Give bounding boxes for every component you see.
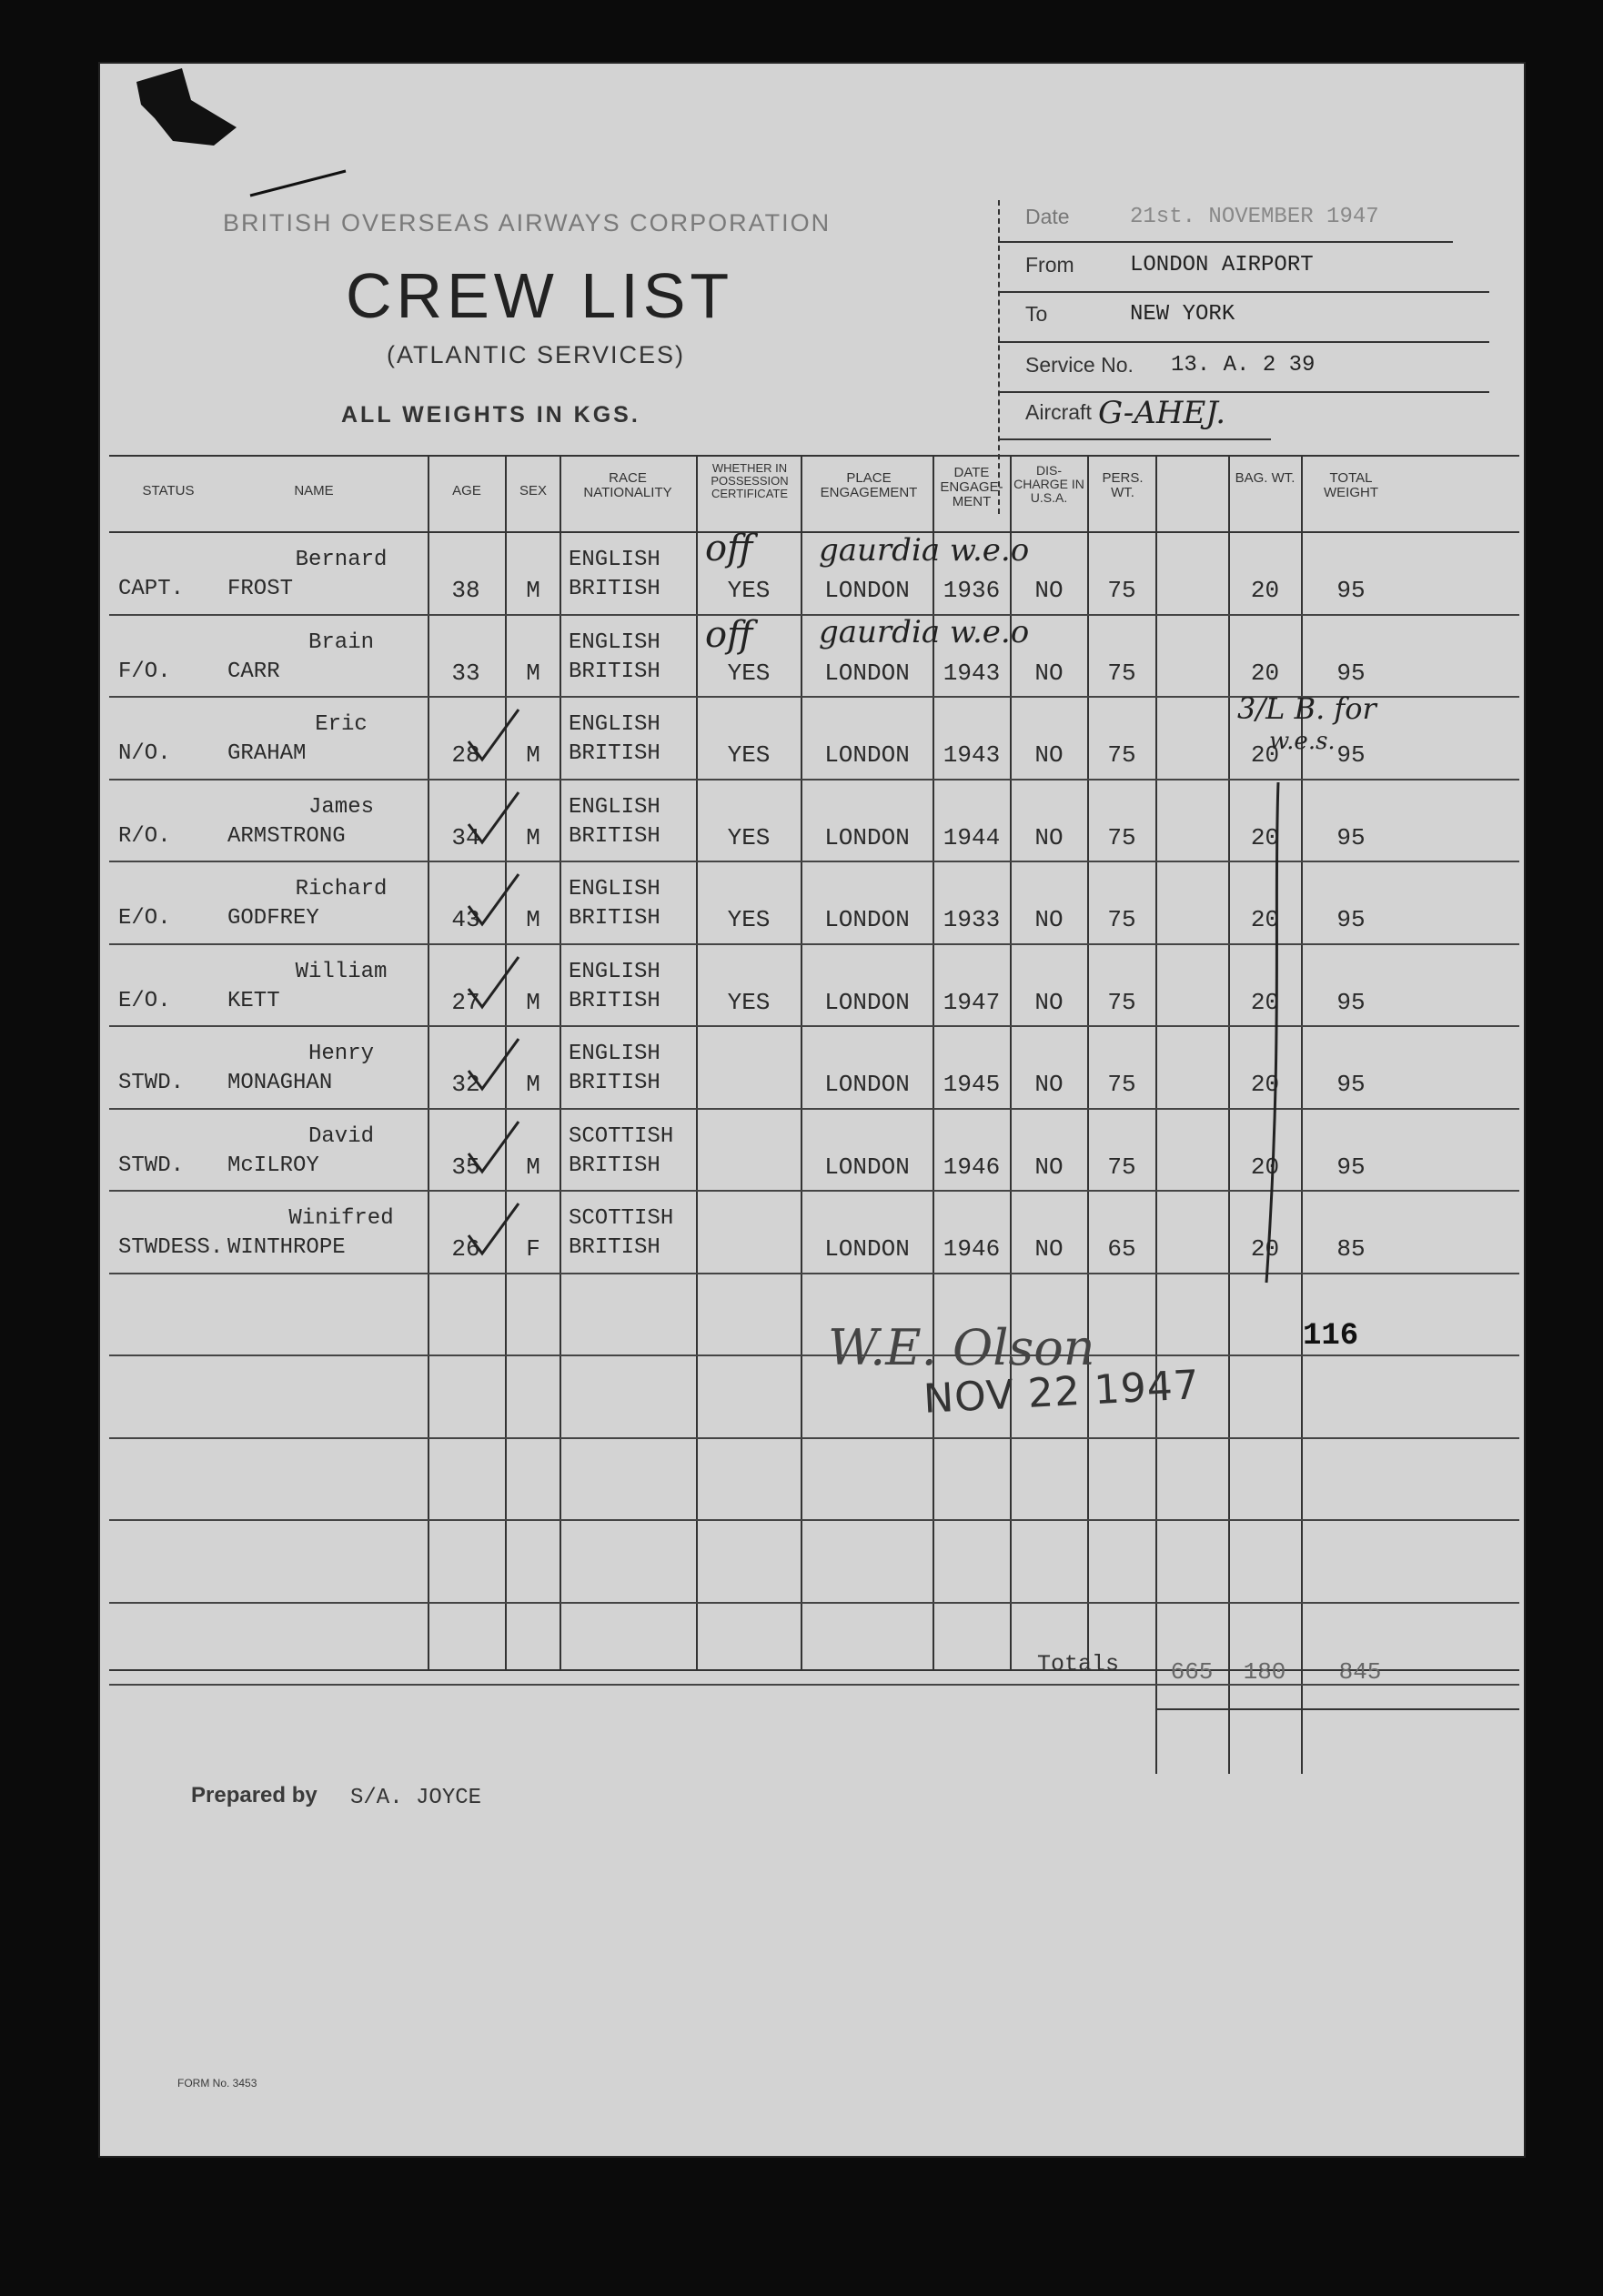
crew-bag-wt: 20 bbox=[1250, 906, 1280, 933]
check-mark-icon bbox=[464, 1199, 528, 1263]
divider bbox=[998, 291, 1489, 293]
crew-place: LONDON bbox=[824, 577, 910, 604]
crew-race: ENGLISH bbox=[569, 1042, 660, 1066]
check-mark-icon bbox=[464, 705, 528, 769]
crew-list-form bbox=[100, 64, 1524, 2156]
crew-first-name: Winifred bbox=[288, 1206, 394, 1231]
row-divider bbox=[109, 1519, 1519, 1521]
crew-total: 85 bbox=[1336, 1235, 1366, 1263]
crew-nationality: BRITISH bbox=[569, 1071, 660, 1095]
crew-total: 95 bbox=[1336, 741, 1366, 769]
crew-place: LONDON bbox=[824, 824, 910, 851]
crew-age: 28 bbox=[451, 741, 480, 769]
crew-sex: M bbox=[526, 1153, 540, 1181]
crew-pers-wt: 75 bbox=[1107, 660, 1136, 687]
pen-stroke-mark bbox=[246, 164, 355, 200]
row-divider bbox=[109, 1437, 1519, 1439]
crew-age: 38 bbox=[451, 577, 480, 604]
crew-race: ENGLISH bbox=[569, 960, 660, 984]
crew-pers-wt: 75 bbox=[1107, 989, 1136, 1016]
row-divider bbox=[109, 1354, 1519, 1356]
totals-underline bbox=[1155, 1708, 1519, 1710]
crew-nationality: BRITISH bbox=[569, 824, 660, 849]
col-place: PLACE ENGAGEMENT bbox=[820, 470, 918, 500]
col-race: RACE NATIONALITY bbox=[583, 470, 672, 500]
crew-sex: M bbox=[526, 989, 540, 1016]
crew-pers-wt: 75 bbox=[1107, 577, 1136, 604]
col-age: AGE bbox=[452, 483, 481, 498]
crew-status: E/O. bbox=[118, 989, 171, 1013]
crew-status: R/O. bbox=[118, 824, 171, 849]
crew-first-name: William bbox=[295, 960, 388, 984]
crew-first-name: Bernard bbox=[295, 548, 388, 572]
row-divider bbox=[109, 861, 1519, 862]
crew-last-name: GODFREY bbox=[227, 906, 319, 931]
crew-nationality: BRITISH bbox=[569, 1235, 660, 1260]
crew-place: LONDON bbox=[824, 1071, 910, 1098]
crew-race: SCOTTISH bbox=[569, 1124, 674, 1149]
crew-status: N/O. bbox=[118, 741, 171, 766]
prepared-by-value: S/A. JOYCE bbox=[350, 1786, 482, 1810]
crew-nationality: BRITISH bbox=[569, 989, 660, 1013]
crew-last-name: MONAGHAN bbox=[227, 1071, 333, 1095]
crew-nationality: BRITISH bbox=[569, 741, 660, 766]
crew-total: 95 bbox=[1336, 989, 1366, 1016]
crew-discharge: NO bbox=[1034, 660, 1064, 687]
crew-discharge: NO bbox=[1034, 1153, 1064, 1181]
crew-total: 95 bbox=[1336, 660, 1366, 687]
crew-pers-wt: 75 bbox=[1107, 741, 1136, 769]
col-divider bbox=[801, 455, 802, 1669]
crew-first-name: Richard bbox=[295, 877, 388, 901]
col-divider bbox=[1155, 455, 1157, 1774]
divider bbox=[998, 438, 1271, 440]
check-mark-icon bbox=[464, 952, 528, 1016]
check-mark-icon bbox=[464, 1034, 528, 1098]
handwritten-guardia-1: gaurdia w.e.o bbox=[819, 532, 1030, 569]
row-divider bbox=[109, 1190, 1519, 1192]
crew-last-name: GRAHAM bbox=[227, 741, 307, 766]
crew-bag-wt: 20 bbox=[1250, 1235, 1280, 1263]
crew-nationality: BRITISH bbox=[569, 660, 660, 684]
crew-place: LONDON bbox=[824, 1235, 910, 1263]
divider bbox=[998, 241, 1453, 243]
handwritten-guardia-2: gaurdia w.e.o bbox=[819, 614, 1030, 650]
crew-certificate: YES bbox=[727, 906, 771, 933]
col-pers-wt: PERS. WT. bbox=[1102, 470, 1144, 500]
crew-last-name: FROST bbox=[227, 577, 294, 601]
crew-status: E/O. bbox=[118, 906, 171, 931]
crew-age: 35 bbox=[451, 1153, 480, 1181]
date-label: Date bbox=[1025, 205, 1070, 228]
prepared-by-label: Prepared by bbox=[191, 1783, 318, 1808]
bag-total-annotation: 116 bbox=[1303, 1319, 1359, 1354]
date-row bbox=[998, 205, 1489, 250]
crew-status: STWD. bbox=[118, 1153, 185, 1178]
crew-last-name: CARR bbox=[227, 660, 280, 684]
crew-certificate: YES bbox=[727, 577, 771, 604]
crew-sex: F bbox=[526, 1235, 540, 1263]
table-top-rule bbox=[109, 455, 1519, 457]
crew-bag-wt: 20 bbox=[1250, 660, 1280, 687]
totals-label: Totals bbox=[1037, 1651, 1120, 1677]
total-bag-wt: 180 bbox=[1243, 1658, 1286, 1686]
crew-date-engagement: 1943 bbox=[943, 741, 1001, 769]
crew-nationality: BRITISH bbox=[569, 906, 660, 931]
date-value: 21st. NOVEMBER 1947 bbox=[1130, 205, 1379, 229]
crew-status: STWDESS. bbox=[118, 1235, 224, 1260]
crew-age: 27 bbox=[451, 989, 480, 1016]
crew-certificate: YES bbox=[727, 660, 771, 687]
crew-place: LONDON bbox=[824, 660, 910, 687]
crew-certificate: YES bbox=[727, 989, 771, 1016]
crew-bag-wt: 20 bbox=[1250, 577, 1280, 604]
crew-discharge: NO bbox=[1034, 989, 1064, 1016]
crew-first-name: James bbox=[307, 795, 374, 820]
crew-status: STWD. bbox=[118, 1071, 185, 1095]
crew-age: 26 bbox=[451, 1235, 480, 1263]
crew-status: CAPT. bbox=[118, 577, 185, 601]
form-title: CREW LIST bbox=[346, 260, 734, 331]
handwritten-graham-note-2: w.e.s. bbox=[1269, 728, 1336, 755]
crew-place: LONDON bbox=[824, 1153, 910, 1181]
crew-race: ENGLISH bbox=[569, 548, 660, 572]
col-divider bbox=[560, 455, 561, 1669]
signature: W.E. Olson bbox=[828, 1319, 1095, 1376]
handwritten-off-2: off bbox=[705, 614, 753, 656]
to-value: NEW YORK bbox=[1130, 302, 1235, 327]
torn-corner-mark bbox=[118, 64, 246, 155]
crew-race: SCOTTISH bbox=[569, 1206, 674, 1231]
crew-certificate: YES bbox=[727, 824, 771, 851]
crew-discharge: NO bbox=[1034, 577, 1064, 604]
check-mark-icon bbox=[464, 788, 528, 851]
crew-discharge: NO bbox=[1034, 824, 1064, 851]
corporation-name: BRITISH OVERSEAS AIRWAYS CORPORATION bbox=[223, 209, 832, 237]
crew-sex: M bbox=[526, 741, 540, 769]
crew-last-name: WINTHROPE bbox=[227, 1235, 346, 1260]
crew-bag-wt: 20 bbox=[1250, 989, 1280, 1016]
crew-sex: M bbox=[526, 577, 540, 604]
col-divider bbox=[1087, 455, 1089, 1669]
row-divider bbox=[109, 943, 1519, 945]
total-pers-wt: 665 bbox=[1170, 1658, 1214, 1686]
crew-total: 95 bbox=[1336, 577, 1366, 604]
crew-age: 32 bbox=[451, 1071, 480, 1098]
form-number: FORM No. 3453 bbox=[177, 2077, 257, 2090]
crew-first-name: Eric bbox=[315, 712, 368, 737]
crew-bag-wt: 20 bbox=[1250, 1071, 1280, 1098]
row-divider bbox=[109, 1025, 1519, 1027]
date-stamp: NOV 22 1947 bbox=[922, 1362, 1201, 1423]
service-value: 13. A. 2 39 bbox=[1171, 353, 1316, 378]
crew-bag-wt: 20 bbox=[1250, 1153, 1280, 1181]
crew-place: LONDON bbox=[824, 906, 910, 933]
col-certificate: WHETHER IN POSSESSION CERTIFICATE bbox=[711, 461, 789, 500]
col-divider bbox=[696, 455, 698, 1669]
crew-date-engagement: 1946 bbox=[943, 1235, 1001, 1263]
table-header-rule bbox=[109, 531, 1519, 533]
to-label: To bbox=[1025, 302, 1048, 326]
crew-discharge: NO bbox=[1034, 906, 1064, 933]
crew-first-name: Brain bbox=[307, 630, 374, 655]
row-divider bbox=[109, 1602, 1519, 1604]
crew-date-engagement: 1946 bbox=[943, 1153, 1001, 1181]
row-divider bbox=[109, 1273, 1519, 1274]
row-divider bbox=[109, 1108, 1519, 1110]
crew-nationality: BRITISH bbox=[569, 1153, 660, 1178]
crew-race: ENGLISH bbox=[569, 712, 660, 737]
from-value: LONDON AIRPORT bbox=[1130, 253, 1314, 277]
crew-pers-wt: 65 bbox=[1107, 1235, 1136, 1263]
col-discharge: DIS-CHARGE IN U.S.A. bbox=[1013, 463, 1084, 505]
col-divider bbox=[1301, 455, 1303, 1774]
row-divider bbox=[109, 779, 1519, 780]
crew-last-name: ARMSTRONG bbox=[227, 824, 346, 849]
crew-date-engagement: 1944 bbox=[943, 824, 1001, 851]
aircraft-label: Aircraft bbox=[1025, 400, 1092, 424]
table-bottom-rule bbox=[109, 1669, 1519, 1671]
crew-discharge: NO bbox=[1034, 741, 1064, 769]
handwritten-graham-note: 3/L B. for bbox=[1237, 691, 1376, 726]
from-label: From bbox=[1025, 253, 1074, 277]
crew-first-name: Henry bbox=[307, 1042, 374, 1066]
crew-discharge: NO bbox=[1034, 1071, 1064, 1098]
crew-date-engagement: 1943 bbox=[943, 660, 1001, 687]
crew-total: 95 bbox=[1336, 824, 1366, 851]
divider bbox=[998, 391, 1489, 393]
col-bag-wt: BAG. WT. bbox=[1235, 470, 1296, 486]
crew-place: LONDON bbox=[824, 989, 910, 1016]
crew-race: ENGLISH bbox=[569, 795, 660, 820]
crew-date-engagement: 1936 bbox=[943, 577, 1001, 604]
crew-date-engagement: 1933 bbox=[943, 906, 1001, 933]
crew-age: 43 bbox=[451, 906, 480, 933]
crew-sex: M bbox=[526, 824, 540, 851]
crew-first-name: David bbox=[307, 1124, 374, 1149]
crew-pers-wt: 75 bbox=[1107, 1153, 1136, 1181]
row-divider bbox=[109, 614, 1519, 616]
total-weight: 845 bbox=[1338, 1658, 1382, 1686]
aircraft-value: G-AHEJ. bbox=[1098, 395, 1226, 431]
crew-sex: M bbox=[526, 660, 540, 687]
crew-total: 95 bbox=[1336, 906, 1366, 933]
col-date-engagement: DATE ENGAGE-MENT bbox=[940, 465, 1003, 509]
crew-sex: M bbox=[526, 1071, 540, 1098]
crew-place: LONDON bbox=[824, 741, 910, 769]
col-divider bbox=[428, 455, 429, 1669]
weights-note: ALL WEIGHTS IN KGS. bbox=[341, 402, 640, 428]
service-label: Service No. bbox=[1025, 353, 1134, 377]
handwritten-off-1: off bbox=[705, 528, 753, 569]
crew-bag-wt: 20 bbox=[1250, 824, 1280, 851]
col-divider bbox=[1228, 455, 1230, 1774]
col-total-weight: TOTAL WEIGHT bbox=[1324, 470, 1378, 500]
check-mark-icon bbox=[464, 870, 528, 933]
crew-date-engagement: 1945 bbox=[943, 1071, 1001, 1098]
crew-certificate: YES bbox=[727, 741, 771, 769]
row-divider bbox=[109, 1684, 1519, 1686]
crew-total: 95 bbox=[1336, 1071, 1366, 1098]
crew-age: 33 bbox=[451, 660, 480, 687]
crew-status: F/O. bbox=[118, 660, 171, 684]
crew-pers-wt: 75 bbox=[1107, 906, 1136, 933]
col-name: NAME bbox=[294, 483, 334, 498]
crew-pers-wt: 75 bbox=[1107, 1071, 1136, 1098]
crew-date-engagement: 1947 bbox=[943, 989, 1001, 1016]
divider bbox=[998, 341, 1489, 343]
crew-discharge: NO bbox=[1034, 1235, 1064, 1263]
col-sex: SEX bbox=[519, 483, 547, 498]
crew-sex: M bbox=[526, 906, 540, 933]
check-mark-icon bbox=[464, 1117, 528, 1181]
crew-age: 34 bbox=[451, 824, 480, 851]
col-status: STATUS bbox=[142, 483, 195, 498]
crew-last-name: McILROY bbox=[227, 1153, 319, 1178]
crew-race: ENGLISH bbox=[569, 630, 660, 655]
crew-bag-wt: 20 bbox=[1250, 741, 1280, 769]
crew-nationality: BRITISH bbox=[569, 577, 660, 601]
form-subtitle: (ATLANTIC SERVICES) bbox=[387, 341, 686, 368]
crew-race: ENGLISH bbox=[569, 877, 660, 901]
crew-pers-wt: 75 bbox=[1107, 824, 1136, 851]
pen-line-mark bbox=[1255, 773, 1292, 1319]
crew-last-name: KETT bbox=[227, 989, 280, 1013]
crew-total: 95 bbox=[1336, 1153, 1366, 1181]
